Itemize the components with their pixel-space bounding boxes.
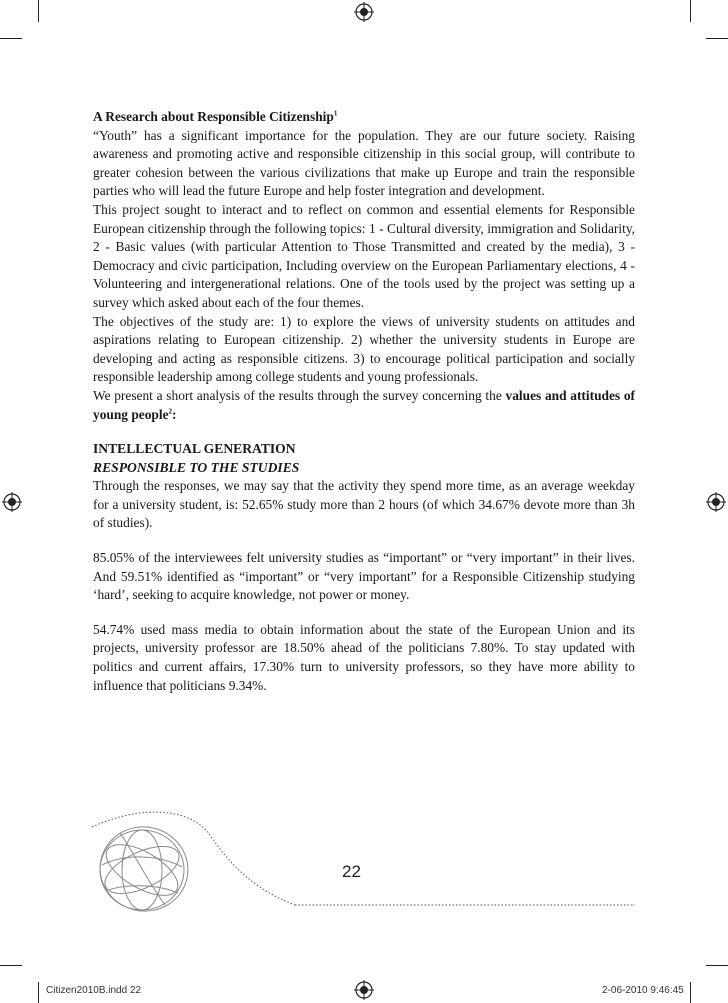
footnote-marker: 1 (333, 109, 338, 118)
intro-paragraph: “Youth” has a significant importance for the population. They are our future society. Raising awareness and promoting active and responsible citizenship in this social group, will contribute to greater cohesion between the various civilizations that make up Europe and train the responsible parties who will lead the future Europe and help foster integration and development. (93, 127, 635, 199)
present-paragraph: We present a short analysis of the results through the survey concerning the values and attitudes of young people$^2$: (93, 387, 635, 422)
crop-mark (706, 38, 728, 39)
section-subtitle: RESPONSIBLE TO THE STUDIES (93, 459, 300, 475)
crop-mark (0, 38, 22, 39)
registration-mark-icon (2, 492, 22, 512)
crop-mark (0, 965, 22, 966)
slug-timestamp: 2-06-2010 9:46:45 (602, 985, 684, 996)
registration-mark-icon (354, 2, 374, 22)
crop-mark (690, 0, 691, 22)
globe-icon (92, 819, 196, 919)
footnote-marker: 2 (168, 407, 173, 416)
body-paragraph: Through the responses, we may say that the activity they spend more time, as an average weekday for a university student, is: 52.65% study more than 2 hours (of which 34.67% devote more than 3h of studies). (93, 478, 635, 531)
crop-mark (706, 965, 728, 966)
article-heading: A Research about Responsible Citizenship$^1$ (93, 109, 338, 124)
crop-mark (38, 982, 39, 1003)
article-body (93, 108, 635, 695)
slug-filename: Citizen2010B.indd 22 (46, 985, 142, 996)
crop-mark (690, 982, 691, 1003)
intro-paragraph: This project sought to interact and to reflect on common and essential elements for Responsible European citizenship through the following topics: 1 - Cultural diversity, immigration and Solidarity, 2 - Basic values (with particular Attention to Those Transmitted and created by the media), 3 - Democracy and civic participation, Including overview on the European Parliamentary elections, 4 - Volunteering and intergenerational relations. One of the tools used by the project was setting up a survey which asked about each of the four themes. (93, 201, 635, 310)
registration-mark-icon (706, 492, 726, 512)
section-title: INTELLECTUAL GENERATION (93, 441, 296, 457)
page-number: 22 (342, 862, 361, 881)
crop-mark (38, 0, 39, 22)
body-paragraph: 85.05% of the interviewees felt university studies as “important” or “very important” in their lives. And 59.51% identified as “important” or “very important” for a Responsible Citizenship studying ‘hard’, seeking to acquire knowledge, not power or money. (93, 550, 635, 603)
registration-mark-icon (354, 980, 374, 1000)
intro-paragraph: The objectives of the study are: 1) to explore the views of university students on attitudes and aspirations relating to European citizenship. 2) whether the university students in Europe are developing and acting as responsible citizens. 3) to encourage political participation and socially responsible leadership among college students and young professionals. (93, 313, 635, 385)
body-paragraph: 54.74% used mass media to obtain information about the state of the European Union and its projects, university professor are 18.50% ahead of the politicians 7.80%. To stay updated with politics and current affairs, 17.30% turn to university professors, so they have more ability to influence that politicians 9.34%. (93, 621, 635, 693)
